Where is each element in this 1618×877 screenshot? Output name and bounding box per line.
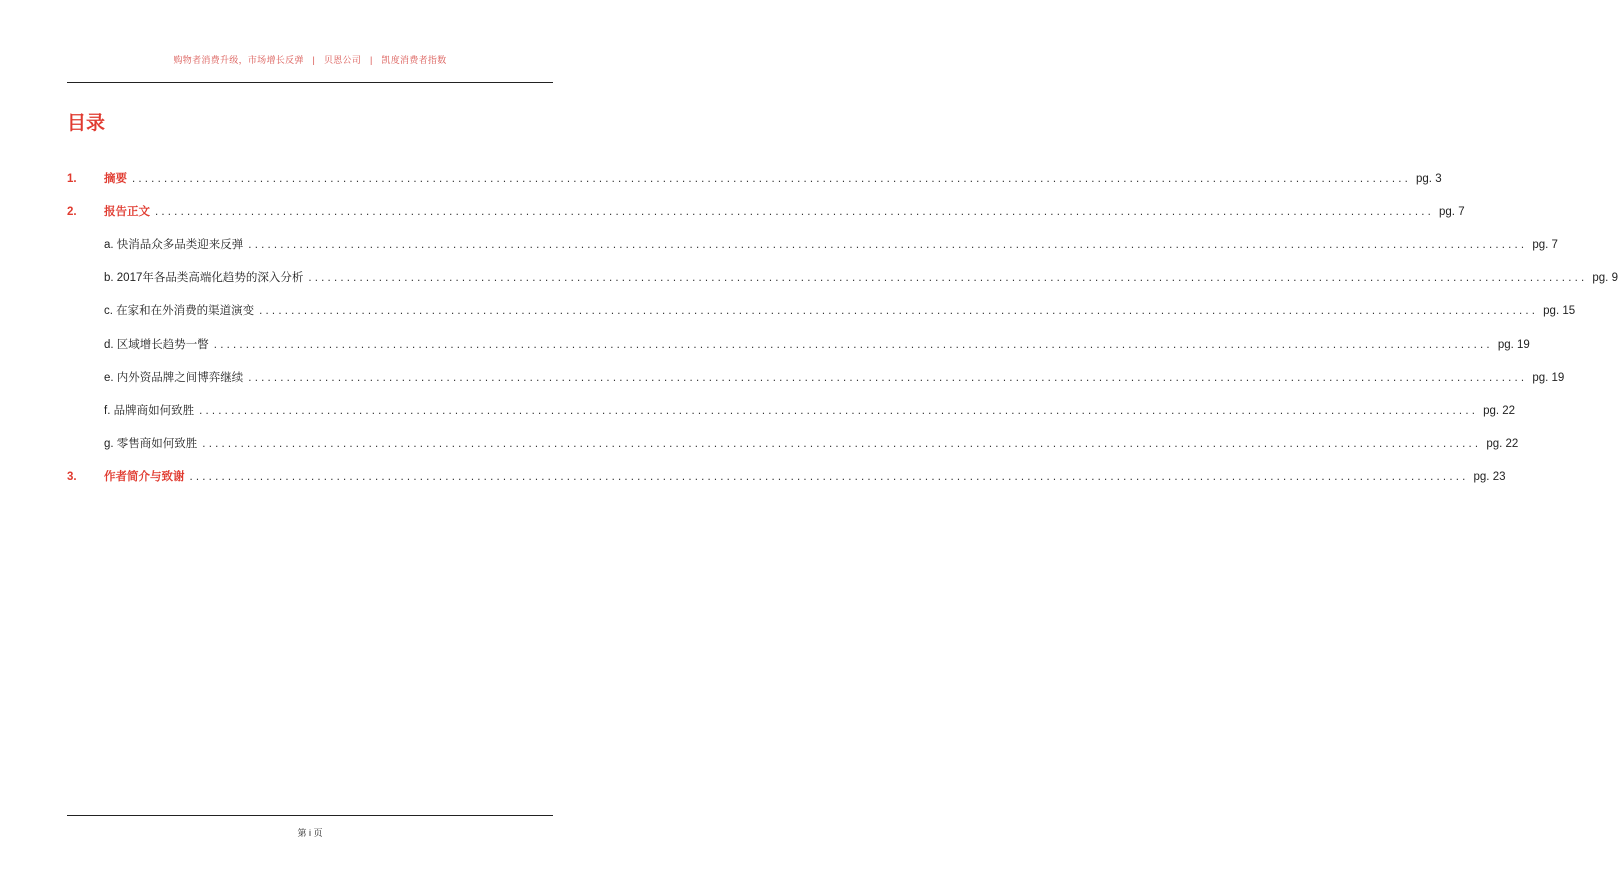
- toc-entry[interactable]: [67, 170, 1442, 188]
- toc-entry-number: 1.: [67, 173, 77, 185]
- toc-entry-page: pg. 3: [1416, 173, 1442, 185]
- toc-entry-title: b. 2017年各品类高端化趋势的深入分析: [104, 272, 304, 284]
- toc-entry-title: d. 区域增长趋势一瞥: [104, 339, 209, 351]
- toc-entry[interactable]: [67, 203, 1465, 221]
- toc-entry-title: 报告正文: [104, 206, 150, 218]
- toc-entry[interactable]: [67, 435, 1519, 453]
- toc-dot-leader: ........................................................................................................................................................................................................: [189, 471, 1469, 483]
- toc-dot-leader: ........................................................................................................................................................................................................: [248, 239, 1528, 251]
- toc-entry-page: pg. 23: [1473, 471, 1506, 483]
- toc-entry-title: 作者简介与致谢: [104, 471, 185, 483]
- page-title: 目录: [67, 112, 106, 134]
- toc-entry[interactable]: [67, 402, 1516, 420]
- toc-entry-number: 3.: [67, 471, 77, 483]
- toc-entry-title: 摘要: [104, 173, 127, 185]
- header-separator: |: [369, 55, 373, 65]
- header-report-title: 购物者消费升级，市场增长反弹: [173, 55, 304, 65]
- toc-entry[interactable]: [67, 269, 1618, 287]
- toc-entry-page: pg. 22: [1486, 438, 1519, 450]
- toc-entry[interactable]: [67, 336, 1530, 354]
- toc-dot-leader: ........................................................................................................................................................................................................: [132, 173, 1412, 185]
- toc-dot-leader: ........................................................................................................................................................................................................: [248, 372, 1528, 384]
- toc-entry-page: pg. 15: [1543, 305, 1576, 317]
- toc-entry[interactable]: [67, 468, 1506, 486]
- toc-entry-page: pg. 7: [1532, 239, 1558, 251]
- footer-rule: [67, 815, 553, 816]
- toc-entry-page: pg. 7: [1439, 206, 1465, 218]
- toc-entry[interactable]: [67, 236, 1558, 254]
- toc-entry-title: g. 零售商如何致胜: [104, 438, 198, 450]
- toc-dot-leader: ........................................................................................................................................................................................................: [259, 305, 1539, 317]
- header-rule: [67, 82, 553, 83]
- header-author-bain: 贝恩公司: [323, 55, 362, 65]
- toc-entry[interactable]: [67, 369, 1565, 387]
- toc-entry-page: pg. 22: [1483, 405, 1516, 417]
- toc-entry-page: pg. 19: [1497, 339, 1530, 351]
- page-number: 第 i 页: [297, 828, 323, 838]
- toc-dot-leader: ........................................................................................................................................................................................................: [213, 339, 1493, 351]
- toc-dot-leader: ........................................................................................................................................................................................................: [202, 438, 1482, 450]
- toc-entry[interactable]: [67, 302, 1576, 320]
- toc-entry-number: 2.: [67, 206, 77, 218]
- toc-entry-title: c. 在家和在外消费的渠道演变: [104, 305, 255, 317]
- toc-dot-leader: ........................................................................................................................................................................................................: [308, 272, 1588, 284]
- toc-entry-page: pg. 19: [1532, 372, 1565, 384]
- toc-entry-title: a. 快消品众多品类迎来反弹: [104, 239, 244, 251]
- toc-dot-leader: ........................................................................................................................................................................................................: [155, 206, 1435, 218]
- toc-entry-page: pg. 9: [1592, 272, 1618, 284]
- toc-entry-title: e. 内外资品牌之间博弈继续: [104, 372, 244, 384]
- header-separator: |: [312, 55, 316, 65]
- running-header: [0, 53, 620, 66]
- toc-entry-title: f. 品牌商如何致胜: [104, 405, 195, 417]
- toc-dot-leader: ........................................................................................................................................................................................................: [199, 405, 1479, 417]
- header-author-kantar: 凯度消费者指数: [381, 55, 447, 65]
